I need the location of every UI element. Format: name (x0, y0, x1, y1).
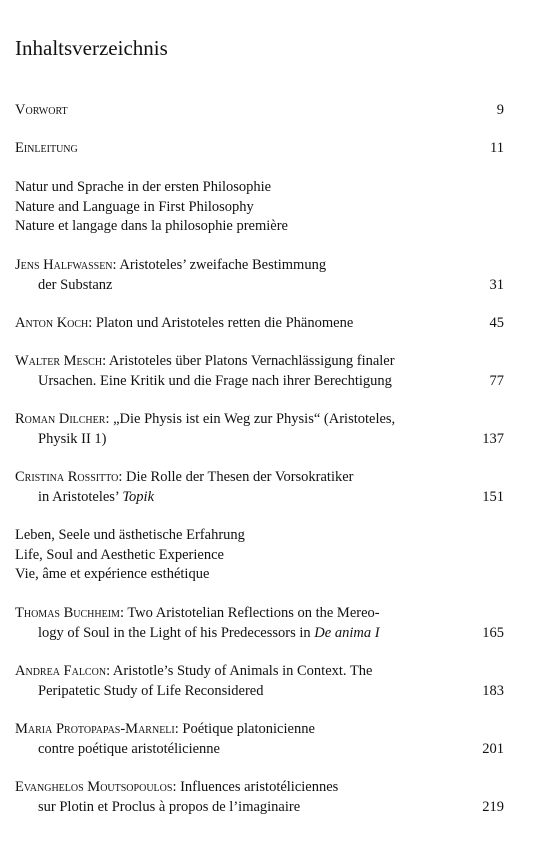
entry-author: Roman Dilcher (15, 411, 106, 427)
entry-title-line2: contre poétique aristotélicienne (38, 740, 220, 757)
entry-author: Walter Mesch (15, 353, 103, 369)
toc-entry-halfwassen[interactable] (15, 256, 504, 295)
page-number: 9 (496, 102, 504, 118)
entry-title-line2: in Aristoteles’ (38, 488, 123, 505)
entry-title-line2: der Substanz (38, 276, 113, 293)
section-title-en: Life, Soul and Aesthetic Experience (15, 546, 224, 563)
entry-author: Maria Protopapas-Marneli (15, 721, 175, 737)
page-number: 151 (482, 488, 504, 505)
section-heading-2 (15, 526, 504, 585)
entry-title-line1: : Aristotle’s Study of Animals in Context. The (106, 663, 373, 679)
entry-title-line2: Ursachen. Eine Kritik und die Frage nach ihrer Berechtigung (38, 372, 392, 389)
entry-title-line1: : Aristoteles über Platons Vernachlässigung finaler (102, 353, 395, 369)
page-number: 45 (489, 315, 504, 331)
section-title-fr: Vie, âme et expérience esthétique (15, 566, 210, 582)
section-heading-1 (15, 178, 504, 237)
page-number: 183 (482, 682, 504, 699)
toc-entry-einleitung[interactable] (15, 139, 504, 159)
page-number: 165 (482, 624, 504, 641)
entry-heading: Einleitung (15, 140, 78, 156)
toc-entry-koch[interactable] (15, 314, 504, 334)
entry-title-line2: Peripatetic Study of Life Reconsidered (38, 682, 264, 699)
toc-entry-falcon[interactable] (15, 662, 504, 701)
entry-title-line1: : Die Rolle der Thesen der Vorsokratiker (118, 469, 354, 485)
toc-entry-mesch[interactable] (15, 352, 504, 391)
entry-title-italic: Topik (122, 488, 155, 505)
page-number: 219 (482, 798, 504, 815)
entry-title-line1: : Poétique platonicienne (174, 721, 315, 737)
page-number: 11 (490, 140, 504, 156)
section-title-de: Leben, Seele und ästhetische Erfahrung (15, 527, 245, 543)
entry-author: Jens Halfwassen (15, 257, 113, 273)
section-title-de: Natur und Sprache in der ersten Philosophie (15, 179, 272, 195)
page-number: 77 (489, 372, 504, 389)
section-title-en: Nature and Language in First Philosophy (15, 198, 254, 215)
entry-title-line1: : Two Aristotelian Reflections on the Mereo- (119, 605, 380, 621)
entry-heading: Vorwort (15, 102, 68, 118)
entry-author: Cristina Rossitto (15, 469, 119, 485)
toc-entry-dilcher[interactable] (15, 410, 504, 449)
page-number: 137 (482, 430, 504, 447)
page-number: 201 (482, 740, 504, 757)
toc-entry-rossitto[interactable] (15, 468, 504, 507)
toc-entry-protopapas-marneli[interactable] (15, 720, 504, 759)
entry-title-line2: logy of Soul in the Light of his Predecessors in (38, 624, 315, 641)
entry-title-line1: : Aristoteles’ zweifache Bestimmung (112, 257, 327, 273)
entry-title-line1: : „Die Physis ist ein Weg zur Physis“ (Aristoteles, (105, 411, 396, 427)
entry-title-line2: sur Plotin et Proclus à propos de l’imaginaire (38, 798, 301, 815)
entry-author: Evanghelos Moutsopoulos (15, 779, 173, 795)
section-title-fr: Nature et langage dans la philosophie première (15, 218, 288, 234)
entry-title-line1: : Influences aristotéliciennes (172, 779, 339, 795)
entry-author: Thomas Buchheim (15, 605, 120, 621)
toc-entry-moutsopoulos[interactable] (15, 778, 504, 817)
entry-title-line2: Physik II 1) (38, 430, 107, 447)
entry-author: Anton Koch (15, 315, 89, 331)
toc-entry-vorwort[interactable] (15, 101, 504, 121)
toc-entry-buchheim[interactable] (15, 604, 504, 643)
entry-author: Andrea Falcon (15, 663, 107, 679)
page-number: 31 (489, 276, 504, 293)
entry-title-italic: De anima I (314, 624, 380, 641)
page-title: Inhaltsverzeichnis (15, 36, 168, 60)
entry-title-line1: : Platon und Aristoteles retten die Phänomene (88, 315, 354, 331)
